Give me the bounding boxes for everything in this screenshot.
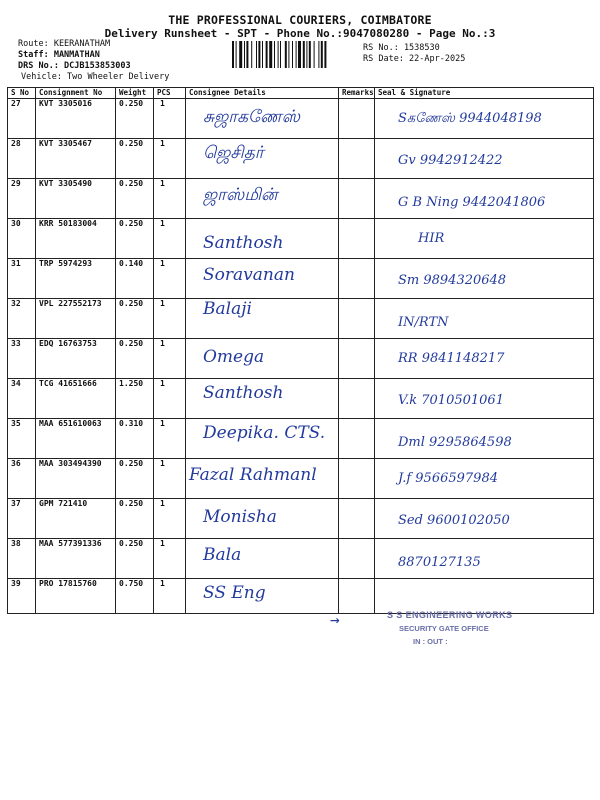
row-signature [375, 459, 594, 499]
row-sno: 29 [8, 179, 36, 219]
row-signature [375, 139, 594, 179]
row-weight: 0.250 [116, 139, 154, 179]
table-row [8, 459, 594, 499]
row-consignment-no: MAA 303494390 [36, 459, 116, 499]
row-sno: 30 [8, 219, 36, 259]
route-line: Route: KEERANATHAM [18, 39, 111, 49]
row-signature [375, 499, 594, 539]
stamp-line-3: IN : OUT : [413, 637, 448, 646]
row-consignment-no: GPM 721410 [36, 499, 116, 539]
row-weight: 0.750 [116, 579, 154, 614]
barcode-bar [256, 41, 257, 68]
row-weight: 0.250 [116, 499, 154, 539]
row-weight: 0.250 [116, 339, 154, 379]
table-row [8, 299, 594, 339]
consignee-handwriting: Fazal Rahmanl [189, 465, 317, 485]
row-consignee [186, 459, 339, 499]
row-remarks [339, 579, 375, 614]
row-consignee [186, 499, 339, 539]
signature-handwriting: J.f 9566597984 [398, 471, 498, 486]
row-remarks [339, 539, 375, 579]
row-sno: 34 [8, 379, 36, 419]
row-weight: 1.250 [116, 379, 154, 419]
row-remarks [339, 459, 375, 499]
row-consignment-no: PRO 17815760 [36, 579, 116, 614]
table-header-row [8, 88, 594, 99]
barcode-bar [314, 41, 315, 68]
row-consignee [186, 139, 339, 179]
row-weight: 0.250 [116, 299, 154, 339]
row-remarks [339, 299, 375, 339]
row-remarks [339, 179, 375, 219]
barcode-icon [232, 41, 356, 68]
row-weight: 0.250 [116, 179, 154, 219]
consignee-handwriting: Deepika. CTS. [203, 423, 326, 443]
row-pcs: 1 [154, 339, 186, 379]
row-sno: 33 [8, 339, 36, 379]
consignee-handwriting: Balaji [203, 299, 252, 319]
stamp-line-2: SECURITY GATE OFFICE [399, 624, 489, 633]
barcode-bar [269, 41, 272, 68]
consignee-handwriting: Santhosh [203, 383, 284, 403]
row-sno: 37 [8, 499, 36, 539]
row-remarks [339, 339, 375, 379]
row-signature [375, 539, 594, 579]
runsheet-table [7, 87, 594, 614]
row-signature [375, 179, 594, 219]
row-pcs: 1 [154, 179, 186, 219]
consignee-handwriting: ஜெசிதர் [203, 143, 264, 163]
row-signature [375, 339, 594, 379]
barcode-bar [298, 41, 301, 68]
vehicle-line: Vehicle: Two Wheeler Delivery [21, 72, 170, 82]
row-signature [375, 219, 594, 259]
row-consignee [186, 379, 339, 419]
row-signature [375, 419, 594, 459]
row-consignment-no: KVT 3305490 [36, 179, 116, 219]
row-weight: 0.250 [116, 99, 154, 139]
barcode-bar [244, 41, 245, 68]
row-pcs: 1 [154, 499, 186, 539]
barcode-bar [251, 41, 252, 68]
consignee-handwriting: சுஜாகணேஸ் [203, 107, 300, 127]
rs-info [363, 43, 465, 65]
row-sno: 36 [8, 459, 36, 499]
staff-line: Staff: MANMATHAN [18, 50, 100, 60]
consignee-handwriting: Santhosh [203, 233, 284, 253]
row-sno: 32 [8, 299, 36, 339]
row-pcs: 1 [154, 259, 186, 299]
rs-number: RS No.: 1538530 [363, 43, 440, 53]
barcode-bar [262, 41, 263, 68]
row-consignment-no: TRP 5974293 [36, 259, 116, 299]
table-row [8, 499, 594, 539]
barcode-bar [239, 41, 242, 68]
signature-handwriting: Gv 9942912422 [398, 153, 503, 168]
sheet-title: THE PROFESSIONAL COURIERS, COIMBATORE [168, 13, 432, 27]
consignee-handwriting: Soravanan [203, 265, 295, 285]
row-consignment-no: VPL 227552173 [36, 299, 116, 339]
table-row [8, 99, 594, 139]
table-row [8, 179, 594, 219]
table-row [8, 379, 594, 419]
row-remarks [339, 419, 375, 459]
row-weight: 0.140 [116, 259, 154, 299]
arrow-icon: → [330, 610, 340, 629]
consignee-handwriting: Monisha [203, 507, 277, 527]
row-weight: 0.250 [116, 459, 154, 499]
row-pcs: 1 [154, 99, 186, 139]
barcode-bar [292, 41, 293, 68]
barcode-bar [303, 41, 305, 68]
row-consignee [186, 179, 339, 219]
signature-handwriting: HIR [418, 231, 445, 246]
row-consignee [186, 419, 339, 459]
row-weight: 0.250 [116, 539, 154, 579]
row-pcs: 1 [154, 379, 186, 419]
barcode-bar [246, 41, 248, 68]
barcode-bar [306, 41, 307, 68]
barcode-bar [274, 41, 275, 68]
signature-handwriting: Sகணேஸ் 9944048198 [398, 111, 542, 126]
table-row [8, 259, 594, 299]
row-sno: 35 [8, 419, 36, 459]
row-consignee [186, 579, 339, 614]
row-consignment-no: MAA 577391336 [36, 539, 116, 579]
col-consignee: Consignee Details [186, 88, 339, 99]
barcode-bar [309, 41, 311, 68]
consignee-handwriting: Bala [203, 545, 242, 565]
stamp-line-1: S S ENGINEERING WORKS [387, 610, 513, 620]
barcode-bar [324, 41, 326, 68]
row-pcs: 1 [154, 459, 186, 499]
table-row [8, 219, 594, 259]
row-consignment-no: KVT 3305467 [36, 139, 116, 179]
row-consignment-no: EDQ 16763753 [36, 339, 116, 379]
row-weight: 0.250 [116, 219, 154, 259]
rs-date: RS Date: 22-Apr-2025 [363, 54, 466, 64]
barcode-bar [236, 41, 237, 68]
row-remarks [339, 219, 375, 259]
signature-handwriting: Sed 9600102050 [398, 513, 510, 528]
route-info [18, 39, 169, 83]
table-row [8, 419, 594, 459]
row-pcs: 1 [154, 219, 186, 259]
table-row [8, 139, 594, 179]
security-stamp [387, 609, 512, 648]
barcode-bar [321, 41, 323, 68]
row-consignee [186, 259, 339, 299]
consignee-handwriting: SS Eng [203, 583, 266, 603]
barcode-bar [258, 41, 260, 68]
row-pcs: 1 [154, 579, 186, 614]
row-remarks [339, 99, 375, 139]
col-signature: Seal & Signature [375, 88, 594, 99]
row-signature [375, 99, 594, 139]
row-consignment-no: TCG 41651666 [36, 379, 116, 419]
row-sno: 28 [8, 139, 36, 179]
row-sno: 31 [8, 259, 36, 299]
barcode-bar [232, 41, 234, 68]
row-pcs: 1 [154, 139, 186, 179]
signature-handwriting: G B Ning 9442041806 [398, 195, 546, 210]
col-weight: Weight [116, 88, 154, 99]
row-consignee [186, 299, 339, 339]
barcode-bar [278, 41, 279, 68]
barcode-bar [318, 41, 319, 68]
col-consignment: Consignment No [36, 88, 116, 99]
table-row [8, 539, 594, 579]
row-pcs: 1 [154, 299, 186, 339]
signature-handwriting: Sm 9894320648 [398, 273, 507, 288]
row-pcs: 1 [154, 419, 186, 459]
col-remarks: Remarks [339, 88, 375, 99]
sheet-subtitle: Delivery Runsheet - SPT - Phone No.:9047080280 - Page No.:3 [104, 27, 496, 40]
consignee-handwriting: Omega [203, 347, 265, 367]
signature-handwriting: V.k 7010501061 [398, 393, 504, 408]
signature-handwriting: 8870127135 [398, 555, 481, 570]
barcode-bar [296, 41, 297, 68]
col-pcs: PCS [154, 88, 186, 99]
consignee-handwriting: ஜாஸ்மின் [203, 185, 278, 205]
row-remarks [339, 259, 375, 299]
barcode-bar [285, 41, 287, 68]
row-sno: 27 [8, 99, 36, 139]
row-signature [375, 379, 594, 419]
row-consignee [186, 99, 339, 139]
barcode-bar [280, 41, 281, 68]
row-consignment-no: MAA 651610063 [36, 419, 116, 459]
signature-handwriting: RR 9841148217 [398, 351, 505, 366]
row-remarks [339, 139, 375, 179]
table-row [8, 339, 594, 379]
signature-handwriting: Dml 9295864598 [398, 435, 512, 450]
row-remarks [339, 379, 375, 419]
row-sno: 38 [8, 539, 36, 579]
row-weight: 0.310 [116, 419, 154, 459]
row-signature [375, 299, 594, 339]
barcode-bar [288, 41, 289, 68]
row-consignment-no: KVT 3305016 [36, 99, 116, 139]
row-consignee [186, 339, 339, 379]
col-sno: S No [8, 88, 36, 99]
row-consignee [186, 219, 339, 259]
row-pcs: 1 [154, 539, 186, 579]
row-consignment-no: KRR 50183004 [36, 219, 116, 259]
row-sno: 39 [8, 579, 36, 614]
barcode-bar [266, 41, 268, 68]
row-remarks [339, 499, 375, 539]
drs-line: DRS No.: DCJB153853003 [18, 61, 131, 71]
signature-handwriting: IN/RTN [398, 315, 449, 330]
row-signature [375, 259, 594, 299]
row-consignee [186, 539, 339, 579]
